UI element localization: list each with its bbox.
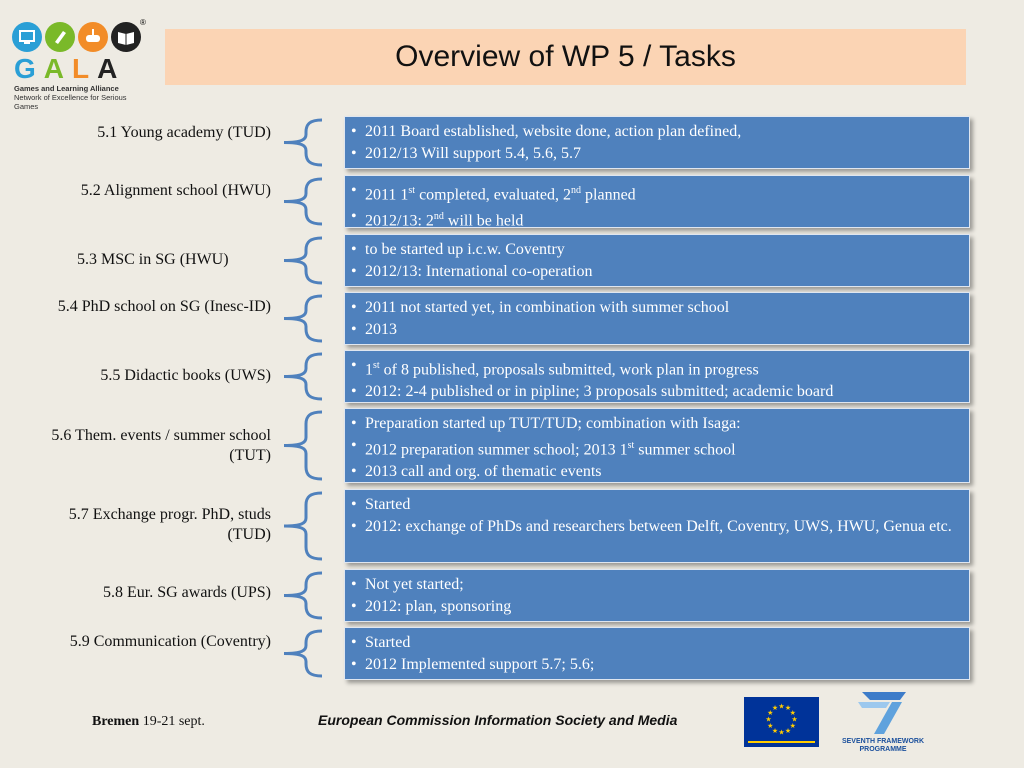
status-bullet: • 2012 Implemented support 5.7; 5.6;: [351, 654, 961, 676]
brace-icon: [280, 294, 324, 343]
eu-star-icon: ★: [767, 709, 774, 717]
status-bullet: • 2012: 2-4 published or in pipline; 3 proposals submitted; academic board: [351, 381, 961, 403]
footer-dates: 19-21 sept.: [142, 714, 205, 729]
eu-flag-logo: [744, 697, 819, 747]
status-bullet: • Preparation started up TUT/TUD; combination with Isaga:: [351, 413, 961, 435]
eu-star-icon: ★: [767, 722, 774, 730]
ordinal-suffix: nd: [571, 185, 582, 196]
footer-location: Bremen: [92, 714, 140, 729]
task-status-box: [344, 116, 970, 169]
ordinal-suffix: st: [373, 360, 380, 371]
task-status-box: [344, 175, 970, 228]
logo-subtitle: [14, 84, 150, 111]
task-status-box: [344, 234, 970, 287]
status-bullet: • 2012/13: 2nd will be held: [351, 206, 961, 232]
status-bullet: • 1st of 8 published, proposals submitted, work plan in progress: [351, 355, 961, 381]
status-bullet: • 2011 Board established, website done, action plan defined,: [351, 121, 961, 143]
task-status-box: [344, 292, 970, 345]
status-bullet: • 2012: exchange of PhDs and researchers between Delft, Coventry, UWS, HWU, Genua etc.: [351, 516, 961, 538]
brace-icon: [280, 118, 324, 167]
task-label: 5.4 PhD school on SG (Inesc-ID): [57, 298, 271, 315]
eu-star-icon: ★: [771, 704, 779, 713]
eu-star-icon: ★: [771, 726, 779, 735]
brace-icon: [280, 236, 324, 285]
task-label: 5.2 Alignment school (HWU): [80, 182, 271, 199]
task-label: 5.7 Exchange progr. PhD, studs (TUD): [68, 506, 271, 543]
brace-icon: [280, 629, 324, 678]
task-status-box: [344, 627, 970, 680]
status-bullet: • 2012 preparation summer school; 2013 1st summer school: [351, 435, 961, 461]
eu-star-icon: ★: [789, 722, 796, 730]
gala-logo: [10, 18, 150, 111]
task-label: 5.8 Eur. SG awards (UPS): [103, 584, 271, 601]
fp7-logo: [840, 688, 926, 758]
status-bullet: • Started: [351, 494, 961, 516]
eu-star-icon: ★: [765, 715, 772, 724]
status-bullet: • 2012/13: International co-operation: [351, 261, 961, 283]
status-bullet: • to be started up i.c.w. Coventry: [351, 239, 961, 261]
ordinal-suffix: st: [408, 185, 416, 196]
logo-subtitle-line2: Network of Excellence for Serious Games: [14, 93, 127, 111]
status-bullet: • 2013: [351, 319, 961, 341]
eu-star-icon: ★: [789, 709, 796, 717]
fp7-text: [840, 738, 926, 754]
title-bar: [165, 29, 966, 85]
fp7-mark-icon: [840, 688, 926, 738]
brace-icon: [280, 491, 324, 561]
eu-star-icon: ★: [778, 728, 785, 737]
logo-subtitle-line1: Games and Learning Alliance: [14, 84, 119, 93]
task-label: 5.6 Them. events / summer school (TUT): [51, 427, 271, 464]
status-bullet: • 2013 call and org. of thematic events: [351, 461, 961, 483]
brace-icon: [280, 177, 324, 226]
eu-star-icon: ★: [784, 704, 792, 713]
task-label: 5.5 Didactic books (UWS): [100, 367, 271, 384]
fp7-line1: SEVENTH FRAMEWORK: [841, 738, 925, 745]
footer-event: [92, 714, 205, 730]
footer-center-text: European Commission Information Society and Media: [318, 712, 678, 728]
ordinal-suffix: nd: [433, 211, 444, 223]
brace-icon: [280, 571, 324, 620]
status-bullet: • Started: [351, 632, 961, 654]
slide-title: Overview of WP 5 / Tasks: [395, 40, 736, 73]
gamepad-icon: [78, 22, 108, 52]
brace-icon: [280, 410, 324, 481]
task-label: 5.1 Young academy (TUD): [97, 124, 271, 141]
status-bullet: • 2011 not started yet, in combination with summer school: [351, 297, 961, 319]
ordinal-suffix: st: [627, 440, 635, 451]
task-status-box: [344, 408, 970, 483]
pencil-icon: [45, 22, 75, 52]
status-bullet: • 2011 1st completed, evaluated, 2nd planned: [351, 180, 961, 206]
status-bullet: • Not yet started;: [351, 574, 961, 596]
brace-icon: [280, 352, 324, 401]
task-label: 5.9 Communication (Coventry): [69, 633, 271, 650]
eu-star-icon: ★: [791, 715, 798, 724]
book-icon: [111, 22, 141, 52]
eu-star-icon: ★: [784, 726, 792, 735]
logo-word: GALA: [14, 53, 126, 84]
task-label: 5.3 MSC in SG (HWU): [77, 251, 229, 268]
status-bullet: • 2012/13 Will support 5.4, 5.6, 5.7: [351, 143, 961, 165]
fp7-line2: PROGRAMME: [859, 746, 907, 753]
computer-icon: [12, 22, 42, 52]
task-status-box: [344, 489, 970, 563]
task-status-box: [344, 569, 970, 622]
registered-mark: ®: [140, 18, 146, 27]
task-status-box: [344, 350, 970, 403]
eu-star-icon: ★: [778, 702, 785, 711]
status-bullet: • 2012: plan, sponsoring: [351, 596, 961, 618]
